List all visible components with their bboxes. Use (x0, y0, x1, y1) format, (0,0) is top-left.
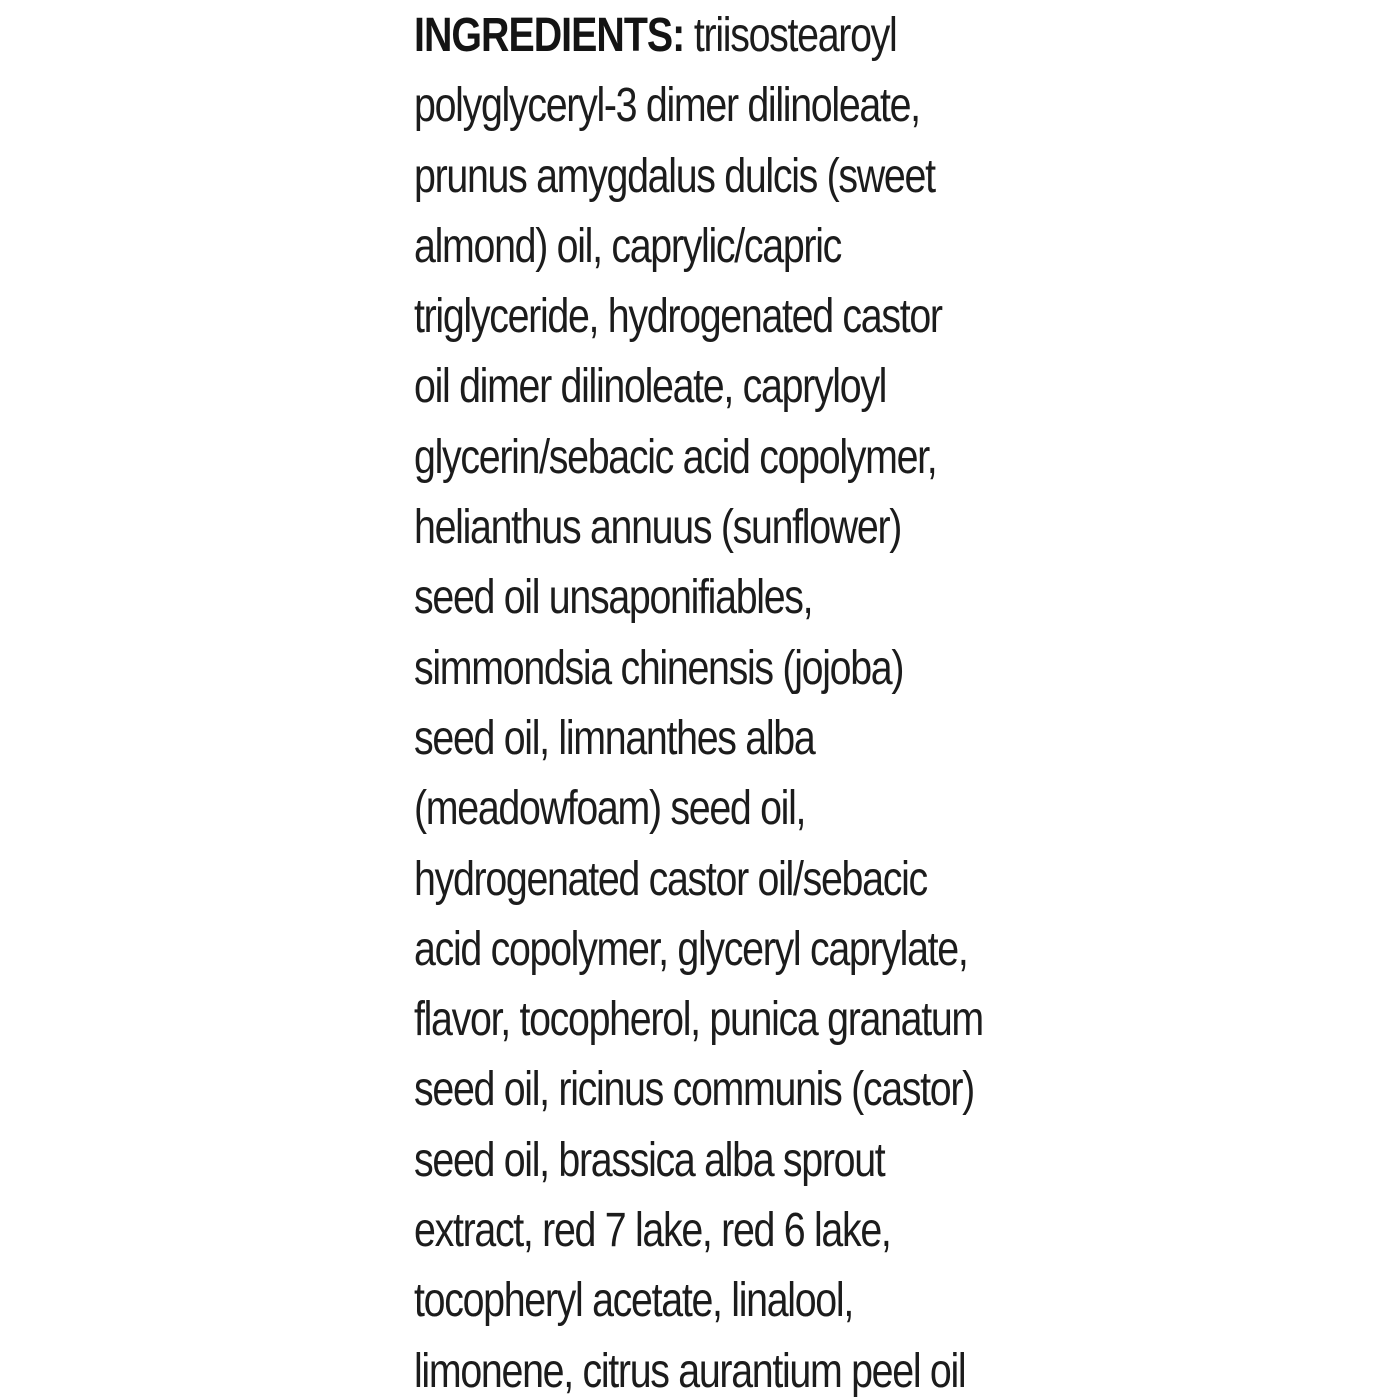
ingredient-line: seed oil, brassica alba sprout (414, 1133, 885, 1187)
ingredient-line: oil dimer dilinoleate, capryloyl (414, 360, 887, 414)
ingredients-heading: INGREDIENTS: (414, 9, 685, 62)
ingredient-line: simmondsia chinensis (jojoba) (414, 641, 904, 695)
ingredient-line: hydrogenated castor oil/sebacic (414, 852, 927, 906)
ingredient-line: flavor, tocopherol, punica granatum (414, 993, 983, 1047)
ingredient-line: almond) oil, caprylic/capric (414, 219, 842, 273)
ingredient-line: triglyceride, hydrogenated castor (414, 290, 942, 344)
ingredient-line: polyglyceryl-3 dimer dilinoleate, (414, 79, 920, 133)
ingredient-line: helianthus annuus (sunflower) (414, 501, 902, 555)
ingredient-line: seed oil, ricinus communis (castor) (414, 1063, 974, 1117)
ingredient-line: seed oil unsaponifiables, (414, 571, 813, 625)
ingredient-line: (meadowfoam) seed oil, (414, 782, 806, 836)
ingredients-panel (414, 0, 1004, 1400)
ingredient-text: triisostearoyl (693, 9, 897, 62)
ingredient-line: extract, red 7 lake, red 6 lake, (414, 1204, 891, 1258)
ingredient-line: acid copolymer, glyceryl caprylate, (414, 922, 968, 976)
ingredient-line-heading (414, 1, 898, 71)
ingredient-line: glycerin/sebacic acid copolymer, (414, 430, 937, 484)
ingredient-line: seed oil, limnanthes alba (414, 711, 815, 765)
ingredient-line: prunus amygdalus dulcis (sweet (414, 149, 935, 203)
ingredient-line: limonene, citrus aurantium peel oil (414, 1344, 966, 1398)
ingredient-line: tocopheryl acetate, linalool, (414, 1274, 853, 1328)
